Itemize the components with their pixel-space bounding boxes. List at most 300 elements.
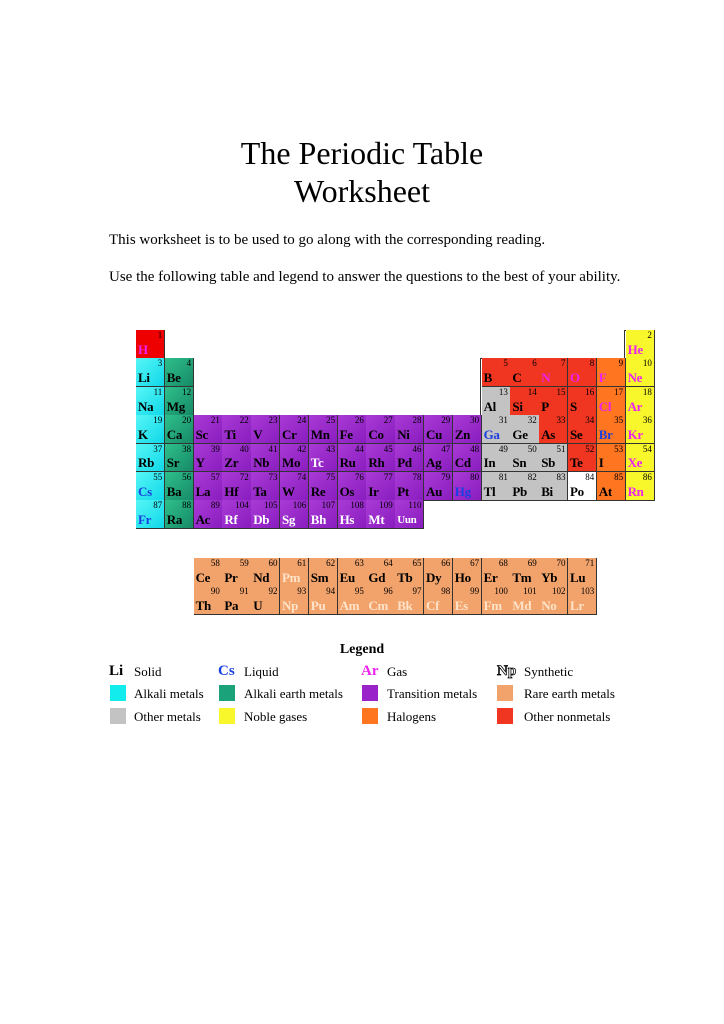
legend-other-metal-swatch xyxy=(110,708,126,724)
element-symbol: Np xyxy=(282,598,299,614)
element-cell-hg xyxy=(453,472,482,501)
atomic-number: 76 xyxy=(354,472,364,482)
element-symbol: Xe xyxy=(627,455,643,471)
atomic-number: 40 xyxy=(239,443,249,454)
element-cell-co xyxy=(366,415,395,444)
element-symbol: Mt xyxy=(368,512,385,528)
element-symbol: Ac xyxy=(195,512,211,528)
element-symbol: Po xyxy=(570,483,584,499)
element-cell-al xyxy=(482,387,511,416)
element-cell-i xyxy=(597,444,626,473)
atomic-number: 86 xyxy=(642,472,652,482)
atomic-number: 13 xyxy=(498,386,508,397)
element-symbol: Dy xyxy=(426,569,442,585)
element-cell-sg xyxy=(280,500,309,529)
atomic-number: 3 xyxy=(157,358,163,369)
atomic-number: 18 xyxy=(642,386,652,397)
element-symbol: F xyxy=(598,370,607,386)
element-symbol: Th xyxy=(195,598,211,614)
legend-gas-symbol: Ar xyxy=(361,663,379,679)
element-cell-c xyxy=(510,358,539,387)
element-cell-ba xyxy=(165,472,194,501)
element-cell-db xyxy=(251,500,280,529)
atomic-number: 21 xyxy=(210,415,220,426)
element-symbol: H xyxy=(138,341,148,357)
atomic-number: 103 xyxy=(580,586,595,597)
atomic-number: 104 xyxy=(235,500,249,511)
element-cell-sm xyxy=(309,558,338,587)
element-cell-pb xyxy=(510,472,539,501)
element-symbol: Ir xyxy=(368,483,379,499)
element-symbol: Al xyxy=(483,398,496,414)
element-symbol: Ba xyxy=(166,483,182,499)
atomic-number: 93 xyxy=(297,586,307,597)
atomic-number: 34 xyxy=(585,415,595,426)
legend-transition-label: Transition metals xyxy=(387,686,478,701)
legend-noble-label: Noble gases xyxy=(244,709,308,724)
element-symbol: Ho xyxy=(454,569,471,585)
atomic-number: 28 xyxy=(412,415,422,426)
atomic-number: 105 xyxy=(263,500,278,511)
element-cell-ir xyxy=(366,472,395,501)
atomic-number: 59 xyxy=(239,558,249,568)
instructions-paragraph: Use the following table and legend to answer the questions to the best of your ability. xyxy=(109,269,621,285)
element-symbol: Md xyxy=(512,598,532,614)
atomic-number: 78 xyxy=(412,472,422,482)
element-symbol: Ra xyxy=(166,512,183,528)
element-cell-pr xyxy=(222,558,251,587)
element-cell-b xyxy=(482,358,511,387)
element-symbol: Hg xyxy=(454,483,471,499)
element-cell-at xyxy=(597,472,626,501)
element-cell-rh xyxy=(366,444,395,473)
element-cell-rb xyxy=(136,444,165,473)
element-symbol: No xyxy=(541,598,557,614)
atomic-number: 60 xyxy=(268,558,278,568)
atomic-number: 71 xyxy=(585,558,595,568)
atomic-number: 4 xyxy=(186,358,192,369)
atomic-number: 106 xyxy=(292,500,307,511)
element-cell-th xyxy=(194,586,223,615)
atomic-number: 100 xyxy=(494,586,508,597)
element-cell-k xyxy=(136,415,165,444)
atomic-number: 61 xyxy=(297,558,307,568)
element-cell-mg xyxy=(165,387,194,416)
element-cell-cl xyxy=(597,387,626,416)
atomic-number: 31 xyxy=(498,415,508,426)
atomic-number: 39 xyxy=(210,443,220,454)
element-symbol: Eu xyxy=(339,569,355,585)
element-cell-lu xyxy=(568,558,597,587)
atomic-number: 56 xyxy=(182,472,192,482)
atomic-number: 6 xyxy=(532,358,537,369)
element-cell-lr xyxy=(568,586,597,615)
atomic-number: 20 xyxy=(182,415,192,426)
atomic-number: 7 xyxy=(560,358,566,369)
element-symbol: Es xyxy=(454,598,468,614)
element-cell-pd xyxy=(395,444,424,473)
legend-transition-swatch xyxy=(362,685,378,701)
element-symbol: Cs xyxy=(138,483,152,499)
element-symbol: Sg xyxy=(282,512,296,528)
element-cell-cu xyxy=(424,415,453,444)
element-cell-dy xyxy=(424,558,453,587)
atomic-number: 16 xyxy=(585,386,595,397)
element-cell-f xyxy=(597,358,626,387)
element-symbol: Br xyxy=(598,427,613,443)
element-symbol: Be xyxy=(166,370,181,386)
element-cell-in xyxy=(482,444,511,473)
element-symbol: Mg xyxy=(166,398,185,414)
atomic-number: 17 xyxy=(614,386,624,397)
atomic-number: 32 xyxy=(527,415,537,426)
element-symbol: Re xyxy=(310,483,326,499)
element-cell-nd xyxy=(251,558,280,587)
atomic-number: 83 xyxy=(556,472,566,482)
atomic-number: 96 xyxy=(383,586,393,597)
atomic-number: 12 xyxy=(182,386,192,397)
element-symbol: V xyxy=(253,427,263,443)
element-cell-ce xyxy=(194,558,223,587)
element-symbol: Pm xyxy=(282,569,301,585)
element-cell-zn xyxy=(453,415,482,444)
atomic-number: 70 xyxy=(556,558,566,568)
element-cell-te xyxy=(568,444,597,473)
atomic-number: 91 xyxy=(239,586,249,597)
element-symbol: Ta xyxy=(253,483,267,499)
legend-nonmetal-swatch xyxy=(497,708,513,724)
element-symbol: Si xyxy=(512,398,523,414)
atomic-number: 55 xyxy=(153,472,163,482)
element-cell-np xyxy=(280,586,309,615)
atomic-number: 84 xyxy=(585,472,595,482)
element-symbol: Li xyxy=(138,370,150,386)
element-cell-fe xyxy=(338,415,367,444)
element-cell-se xyxy=(568,415,597,444)
atomic-number: 94 xyxy=(326,586,336,597)
element-symbol: Cl xyxy=(598,398,612,414)
element-symbol: Cf xyxy=(426,598,440,614)
atomic-number: 53 xyxy=(614,443,624,454)
element-cell-cd xyxy=(453,444,482,473)
atomic-number: 43 xyxy=(326,443,336,454)
element-cell-bi xyxy=(539,472,568,501)
element-symbol: Nb xyxy=(253,455,270,471)
element-symbol: B xyxy=(483,370,492,386)
element-symbol: Sb xyxy=(541,455,556,471)
element-symbol: Co xyxy=(368,427,384,443)
legend-synthetic-label: Synthetic xyxy=(524,664,574,679)
element-cell-cs xyxy=(136,472,165,501)
element-symbol: Rf xyxy=(224,512,238,528)
element-cell-rf xyxy=(222,500,251,529)
element-cell-xe xyxy=(626,444,655,473)
element-cell-er xyxy=(482,558,511,587)
element-symbol: La xyxy=(195,483,211,499)
atomic-number: 82 xyxy=(527,472,537,482)
element-cell-ti xyxy=(222,415,251,444)
element-symbol: Pa xyxy=(224,598,239,614)
element-cell-sr xyxy=(165,444,194,473)
atomic-number: 54 xyxy=(642,443,652,454)
element-cell-tm xyxy=(510,558,539,587)
element-symbol: Cd xyxy=(454,455,471,471)
element-symbol: Hf xyxy=(224,483,239,499)
element-cell-bk xyxy=(395,586,424,615)
atomic-number: 8 xyxy=(589,358,595,369)
element-cell-uun xyxy=(395,500,424,529)
element-cell-tl xyxy=(482,472,511,501)
element-cell-na xyxy=(136,387,165,416)
element-symbol: Uun xyxy=(397,514,417,527)
element-cell-yb xyxy=(539,558,568,587)
element-symbol: Pt xyxy=(397,483,409,499)
legend-halogen-swatch xyxy=(362,708,378,724)
element-symbol: Cr xyxy=(282,427,297,443)
element-symbol: Pd xyxy=(397,455,412,471)
element-symbol: Yb xyxy=(541,569,558,585)
atomic-number: 26 xyxy=(354,415,364,426)
element-symbol: Bh xyxy=(310,512,327,528)
element-symbol: P xyxy=(541,398,549,414)
legend-halogen-label: Halogens xyxy=(387,709,437,724)
element-cell-s xyxy=(568,387,597,416)
element-cell-ta xyxy=(251,472,280,501)
element-cell-nb xyxy=(251,444,280,473)
atomic-number: 63 xyxy=(354,558,364,568)
atomic-number: 5 xyxy=(503,358,508,369)
element-symbol: Tl xyxy=(483,483,496,499)
atomic-number: 30 xyxy=(470,415,480,426)
element-symbol: Os xyxy=(339,483,355,499)
element-cell-mo xyxy=(280,444,309,473)
atomic-number: 87 xyxy=(153,500,163,511)
atomic-number: 66 xyxy=(441,558,451,568)
element-cell-hf xyxy=(222,472,251,501)
element-cell-zr xyxy=(222,444,251,473)
element-symbol: Rn xyxy=(627,483,644,499)
element-symbol: Tc xyxy=(310,455,324,471)
element-cell-y xyxy=(194,444,223,473)
element-cell-pa xyxy=(222,586,251,615)
element-cell-ar xyxy=(626,387,655,416)
element-symbol: Ge xyxy=(512,427,528,443)
atomic-number: 97 xyxy=(412,586,422,597)
legend-title: Legend xyxy=(339,642,385,657)
atomic-number: 11 xyxy=(153,386,163,397)
legend-other-metal-label: Other metals xyxy=(134,709,201,724)
legend-liquid-label: Liquid xyxy=(244,664,279,679)
element-cell-re xyxy=(309,472,338,501)
element-symbol: Te xyxy=(570,455,583,471)
legend-alkali-label: Alkali metals xyxy=(134,686,204,701)
element-symbol: I xyxy=(598,455,604,471)
element-symbol: O xyxy=(570,370,580,386)
legend-liquid-symbol: Cs xyxy=(218,663,235,679)
element-cell-h xyxy=(136,330,165,359)
atomic-number: 2 xyxy=(647,330,652,340)
atomic-number: 45 xyxy=(383,443,393,454)
element-cell-br xyxy=(597,415,626,444)
element-cell-sb xyxy=(539,444,568,473)
atomic-number: 65 xyxy=(412,558,422,568)
atomic-number: 25 xyxy=(326,415,336,426)
element-cell-v xyxy=(251,415,280,444)
atomic-number: 68 xyxy=(498,558,508,568)
element-cell-ge xyxy=(510,415,539,444)
element-cell-hs xyxy=(338,500,367,529)
element-cell-pu xyxy=(309,586,338,615)
atomic-number: 57 xyxy=(210,472,220,482)
atomic-number: 15 xyxy=(556,386,566,397)
element-symbol: Mn xyxy=(310,427,330,443)
element-symbol: Ne xyxy=(627,370,643,386)
element-cell-md xyxy=(510,586,539,615)
atomic-number: 52 xyxy=(585,443,595,454)
atomic-number: 48 xyxy=(470,443,480,454)
element-symbol: Au xyxy=(426,483,443,499)
element-symbol: Fm xyxy=(483,598,502,614)
element-symbol: Ga xyxy=(483,427,500,443)
legend-solid-label: Solid xyxy=(134,664,162,679)
atomic-number: 81 xyxy=(498,472,508,482)
element-symbol: Hs xyxy=(339,512,355,528)
element-symbol: In xyxy=(483,455,496,471)
element-symbol: N xyxy=(541,370,551,386)
atomic-number: 51 xyxy=(556,443,566,454)
atomic-number: 88 xyxy=(182,500,192,511)
atomic-number: 102 xyxy=(551,586,566,597)
element-cell-o xyxy=(568,358,597,387)
element-symbol: S xyxy=(570,398,577,414)
atomic-number: 24 xyxy=(297,415,307,426)
element-cell-kr xyxy=(626,415,655,444)
element-symbol: Ar xyxy=(627,398,643,414)
element-symbol: Pb xyxy=(512,483,527,499)
atomic-number: 98 xyxy=(441,586,451,597)
legend-alkaline-swatch xyxy=(219,685,235,701)
element-cell-ac xyxy=(194,500,223,529)
atomic-number: 64 xyxy=(383,558,393,568)
element-cell-cf xyxy=(424,586,453,615)
element-cell-sn xyxy=(510,444,539,473)
element-symbol: Gd xyxy=(368,569,386,585)
atomic-number: 22 xyxy=(239,415,249,426)
element-cell-po xyxy=(568,472,597,501)
element-cell-u xyxy=(251,586,280,615)
element-symbol: Bi xyxy=(541,483,553,499)
element-symbol: Ca xyxy=(166,427,183,443)
atomic-number: 33 xyxy=(556,415,566,426)
atomic-number: 49 xyxy=(498,443,508,454)
element-cell-mn xyxy=(309,415,338,444)
element-cell-am xyxy=(338,586,367,615)
element-symbol: Cm xyxy=(368,598,389,614)
element-cell-cm xyxy=(366,586,395,615)
atomic-number: 62 xyxy=(326,558,336,568)
element-cell-fr xyxy=(136,500,165,529)
page-title-line2: Worksheet xyxy=(293,173,431,209)
atomic-number: 69 xyxy=(527,558,537,568)
element-symbol: Fr xyxy=(138,512,152,528)
element-cell-la xyxy=(194,472,223,501)
element-cell-li xyxy=(136,358,165,387)
page-title-line1: The Periodic Table xyxy=(240,135,484,171)
element-symbol: Ru xyxy=(339,455,356,471)
legend-gas-label: Gas xyxy=(387,664,408,679)
element-symbol: K xyxy=(138,427,148,443)
element-symbol: Se xyxy=(570,427,583,443)
atomic-number: 101 xyxy=(523,586,537,597)
element-cell-rn xyxy=(626,472,655,501)
element-cell-he xyxy=(626,330,655,359)
element-symbol: Sm xyxy=(310,569,329,585)
atomic-number: 89 xyxy=(210,500,220,511)
legend-rare-earth-label: Rare earth metals xyxy=(524,686,615,701)
atomic-number: 36 xyxy=(642,415,652,426)
element-symbol: Rb xyxy=(138,455,155,471)
element-cell-ga xyxy=(482,415,511,444)
element-symbol: Lu xyxy=(570,569,586,585)
element-symbol: Am xyxy=(339,598,360,614)
atomic-number: 27 xyxy=(383,415,393,426)
atomic-number: 41 xyxy=(268,443,278,454)
atomic-number: 23 xyxy=(268,415,278,426)
atomic-number: 108 xyxy=(350,500,364,511)
legend-rare-earth-swatch xyxy=(497,685,513,701)
element-symbol: He xyxy=(627,341,643,357)
atomic-number: 79 xyxy=(441,472,451,482)
element-symbol: Ce xyxy=(195,569,211,585)
atomic-number: 46 xyxy=(412,443,422,454)
element-symbol: As xyxy=(541,427,556,443)
element-cell-gd xyxy=(366,558,395,587)
element-symbol: Er xyxy=(483,569,498,585)
element-symbol: Sr xyxy=(166,455,180,471)
atomic-number: 110 xyxy=(408,500,422,511)
legend-alkali-swatch xyxy=(110,685,126,701)
element-cell-ho xyxy=(453,558,482,587)
element-cell-ru xyxy=(338,444,367,473)
atomic-number: 10 xyxy=(642,358,652,369)
element-cell-bh xyxy=(309,500,338,529)
legend-solid-symbol: Li xyxy=(109,663,124,679)
element-cell-au xyxy=(424,472,453,501)
legend-noble-swatch xyxy=(219,708,235,724)
element-cell-pm xyxy=(280,558,309,587)
atomic-number: 35 xyxy=(614,415,624,426)
atomic-number: 77 xyxy=(383,472,393,482)
element-symbol: W xyxy=(282,483,295,499)
atomic-number: 90 xyxy=(210,586,220,597)
element-cell-fm xyxy=(482,586,511,615)
element-cell-es xyxy=(453,586,482,615)
atomic-number: 58 xyxy=(210,558,220,568)
element-symbol: Zn xyxy=(454,427,471,443)
element-cell-w xyxy=(280,472,309,501)
element-cell-ag xyxy=(424,444,453,473)
atomic-number: 92 xyxy=(268,586,278,597)
element-cell-n xyxy=(539,358,568,387)
element-symbol: Tb xyxy=(397,569,413,585)
atomic-number: 74 xyxy=(297,472,307,482)
element-symbol: U xyxy=(253,598,263,614)
legend-alkaline-label: Alkali earth metals xyxy=(244,686,343,701)
atomic-number: 9 xyxy=(618,358,624,369)
atomic-number: 14 xyxy=(527,386,537,397)
atomic-number: 29 xyxy=(441,415,451,426)
atomic-number: 47 xyxy=(441,443,451,454)
